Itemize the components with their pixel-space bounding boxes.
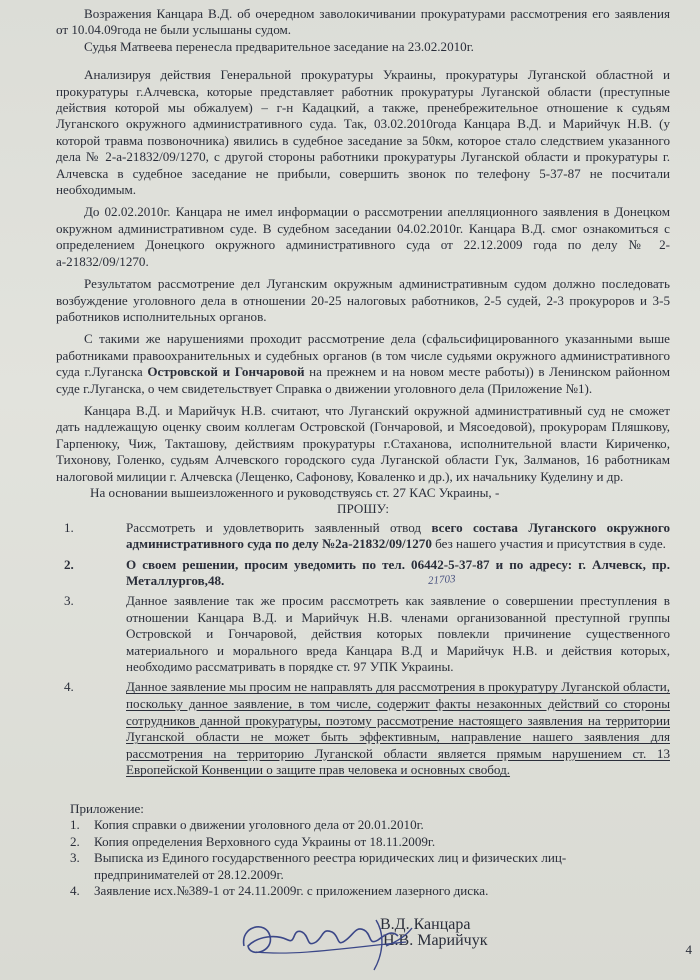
signatory-2: Н.В. Марийчук: [383, 932, 488, 949]
paragraph-violations: [56, 331, 670, 397]
paragraph-result: Результатом рассмотрение дел Луганским окружным административным судом должно последовать возбуждение уголовного дела в отношении 20-25 налоговых работников, 2-5 судей, 2-3 прокуроров и 3-5 работников исполнительных органов.: [56, 276, 670, 324]
handwritten-signature: [236, 906, 426, 976]
paragraph-objections: Возражения Канцара В.Д. об очередном заволокичивании прокуратурами рассмотрения его заявления от 10.04.09года не были услышаны судом.: [56, 6, 670, 38]
paragraph-violations-text-b: на прежнем и на новом месте работы)) в Ленинском районном суде г.Луганска, о чем свидетельствует Справка о движении уголовного дела (Приложение №1).: [56, 364, 671, 396]
attachment-item-3: 3. Выписка из Единого государственного реестра юридических лиц и физических лиц-предпринимателей от 28.12.2009г.: [70, 850, 567, 882]
signatory-1: В.Д. Канцара: [380, 916, 471, 933]
request-item-number: 3.: [64, 593, 74, 609]
paragraph-basis: На основании вышеизложенного и руководствуясь ст. 27 КАС Украины, -: [90, 484, 500, 500]
request-item-number: 2.: [64, 556, 74, 572]
request-item-1: 1. Рассмотреть и удовлетворить заявленный отвод всего состава Луганского окружного административного суда по делу №2а-21832/09/1270 без нашего участия и присутствия в суде.: [56, 520, 670, 553]
request-item-3: 3. Данное заявление так же просим рассмотреть как заявление о совершении преступления в отношении Канцара В.Д. и Марийчук Н.В. членами организованной преступной группы Островской и Гончаровой, действия которых повлекли причинение существенного материального и морального вреда Канцара В.Д и Марийчук Н.В. и действия которых, необходимо рассматривать в порядке ст. 97 УПК Украины.: [56, 593, 670, 675]
attachment-item-4: 4. Заявление исх.№389-1 от 24.11.2009г. с приложением лазерного диска.: [70, 883, 489, 899]
paragraph-opinion: Канцара В.Д. и Марийчук Н.В. считают, что Луганский окружной административный суд не сможет дать надлежащую оценку своим коллегам Островской (Гончаровой, и Мясоедовой), прокурорам Пляшкову, Гарпенюку, Чиж, Такташову, действиям прокуратуры г.Стаханова, исполнительной власти Кириченко, Тихонову, Голенко, судьям Алчевского городского суда Луганской области Гук, Залманов, 16 работникам налоговой милиции г. Алчевска (Лещенко, Сафонову, Коваленко и др.), их начальнику Куделину и др.: [56, 402, 670, 484]
document-body: [56, 6, 670, 899]
paragraph-violations-text-a: С такими же нарушениями проходит рассмотрение дела (сфальсифицированного указанными выше работниками правоохранительных и судебных органов (в том числе судьями окружного административного суда г.Луганска: [56, 331, 670, 380]
paragraph-analysis: Анализируя действия Генеральной прокуратуры Украины, прокуратуры Луганской областной и прокуратуры г.Алчевска, которые представляет работник прокуратуры Луганской области (преступные действия которой мы обжалуем) – г-н Кадацкий, а также, пренебрежительное отношение к судьям Луганского окружного административного суда. Так, 03.02.2010года Канцара В.Д. и Марийчук Н.В. (у которой травма позвоночника) явились в судебное заседание за 50км, которое стало следствием указанного дела № 2-а-21832/09/1270, с другой стороны работники прокуратуры Луганской области и прокуратуры г. Алчевска в судебное заседание не прибыли, совершить звонок по телефону 5-37-87 не посчитали необходимым.: [56, 67, 670, 198]
attachment-item-1: 1. Копия справки о движении уголовного дела от 20.01.2010г.: [70, 817, 424, 833]
request-item-number: 1.: [64, 519, 74, 535]
attachments-title: Приложение:: [70, 801, 144, 816]
handwritten-note: 21703: [427, 573, 456, 587]
paragraph-information: До 02.02.2010г. Канцара не имел информации о рассмотрении апелляционного заявления в Донецком окружном административном суде. В судебном заседании 04.02.2010г. Канцара В.Д. смог ознакомиться с определением Донецкого окружного административного суда от 22.12.2009 года по делу № 2-а-21832/09/1270.: [56, 204, 670, 269]
page-number: 4: [685, 942, 692, 957]
attachment-item-2: 2. Копия определения Верховного суда Украины от 18.11.2009г.: [70, 833, 436, 849]
paragraph-judge: Судья Матвеева перенесла предварительное заседание на 23.02.2010г.: [84, 38, 474, 54]
request-item-4: 4. Данное заявление мы просим не направлять для рассмотрения в прокуратуру Луганской области, поскольку данное заявление, в том числе, содержит факты незаконных действий со стороны сотрудников данной прокуратуры, поэтому рассмотрение настоящего заявления на территории Луганской области не может быть эффективным, направление нашего заявления для рассмотрения на территорию Луганской области является прямым нарушением ст. 13 Европейской Конвенции о защите прав человека и основных свобод.: [56, 679, 670, 779]
paragraph-violations-bold: Островской и Гончаровой: [147, 364, 305, 380]
request-item-number: 4.: [64, 679, 74, 695]
request-item-2: 2. О своем решении, просим уведомить по тел. 06442-5-37-87 и по адресу: г. Алчевск, пр. Металлургов,48.: [56, 557, 670, 590]
request-title: ПРОШУ:: [337, 501, 389, 517]
